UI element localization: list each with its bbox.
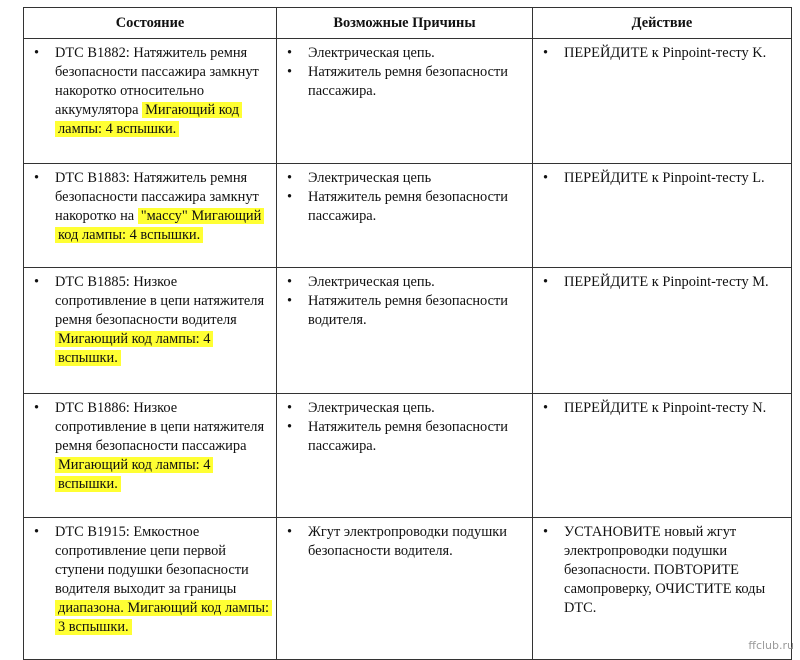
header-causes: Возможные Причины	[277, 8, 533, 39]
condition-text: DTC B1885: Низкое сопротивление в цепи натяжителя ремня безопасности водителя	[55, 274, 265, 328]
table-row	[24, 394, 792, 518]
cause-item: • Натяжитель ремня безопасности пассажира.	[283, 418, 526, 456]
action-item: • УСТАНОВИТЕ новый жгут электропроводки подушки безопасности. ПОВТОРИТЕ самопроверку, ОЧИСТИТЕ коды DTC.	[539, 523, 785, 618]
condition-item	[30, 169, 270, 245]
action-item: • ПЕРЕЙДИТЕ к Pinpoint-тесту N.	[539, 399, 785, 418]
table-row	[24, 164, 792, 268]
condition-text: DTC B1915: Емкостное сопротивление цепи первой ступени подушки безопасности водителя выходит за границы	[55, 524, 249, 597]
blink-code-highlight: "массу" Мигающий код лампы: 4 вспышки.	[55, 208, 264, 243]
blink-code-highlight: Мигающий код лампы: 4 вспышки.	[55, 102, 242, 137]
cause-item: • Натяжитель ремня безопасности пассажира.	[283, 188, 526, 226]
condition-cell	[24, 39, 277, 164]
cause-item: • Натяжитель ремня безопасности пассажира.	[283, 63, 526, 101]
watermark: ffclub.ru	[748, 639, 794, 652]
condition-cell	[24, 394, 277, 518]
causes-cell	[277, 394, 533, 518]
condition-cell	[24, 164, 277, 268]
action-item: • ПЕРЕЙДИТЕ к Pinpoint-тесту K.	[539, 44, 785, 63]
causes-cell	[277, 39, 533, 164]
condition-cell	[24, 518, 277, 660]
action-cell	[533, 268, 792, 394]
condition-cell	[24, 268, 277, 394]
causes-cell	[277, 268, 533, 394]
cause-item: • Электрическая цепь	[283, 169, 526, 188]
causes-cell	[277, 164, 533, 268]
header-action: Действие	[533, 8, 792, 39]
causes-cell	[277, 518, 533, 660]
blink-code-highlight: Мигающий код лампы: 4 вспышки.	[55, 331, 213, 366]
cause-item: • Натяжитель ремня безопасности водителя.	[283, 292, 526, 330]
action-item: • ПЕРЕЙДИТЕ к Pinpoint-тесту M.	[539, 273, 785, 292]
cause-item: • Электрическая цепь.	[283, 273, 526, 292]
blink-code-highlight: диапазона. Мигающий код лампы: 3 вспышки.	[55, 600, 272, 635]
table-row	[24, 39, 792, 164]
condition-item	[30, 399, 270, 494]
action-cell	[533, 164, 792, 268]
condition-item	[30, 44, 270, 139]
dtc-table	[23, 7, 792, 660]
blink-code-highlight: Мигающий код лампы: 4 вспышки.	[55, 457, 213, 492]
action-item: • ПЕРЕЙДИТЕ к Pinpoint-тесту L.	[539, 169, 785, 188]
condition-text: DTC B1886: Низкое сопротивление в цепи натяжителя ремня безопасности пассажира	[55, 400, 265, 454]
action-cell	[533, 39, 792, 164]
cause-item: • Электрическая цепь.	[283, 399, 526, 418]
table-row	[24, 518, 792, 660]
table-row	[24, 268, 792, 394]
condition-text: DTC B1882: Натяжитель ремня безопасности пассажира замкнут накоротко относительно аккумулятора	[55, 45, 259, 118]
condition-text: DTC B1883: Натяжитель ремня безопасности пассажира замкнут накоротко на	[55, 170, 259, 224]
cause-item: • Электрическая цепь.	[283, 44, 526, 63]
condition-item	[30, 523, 270, 637]
action-cell	[533, 394, 792, 518]
header-row	[24, 8, 792, 39]
header-condition: Состояние	[24, 8, 277, 39]
condition-item	[30, 273, 270, 368]
cause-item: • Жгут электропроводки подушки безопасности водителя.	[283, 523, 526, 561]
